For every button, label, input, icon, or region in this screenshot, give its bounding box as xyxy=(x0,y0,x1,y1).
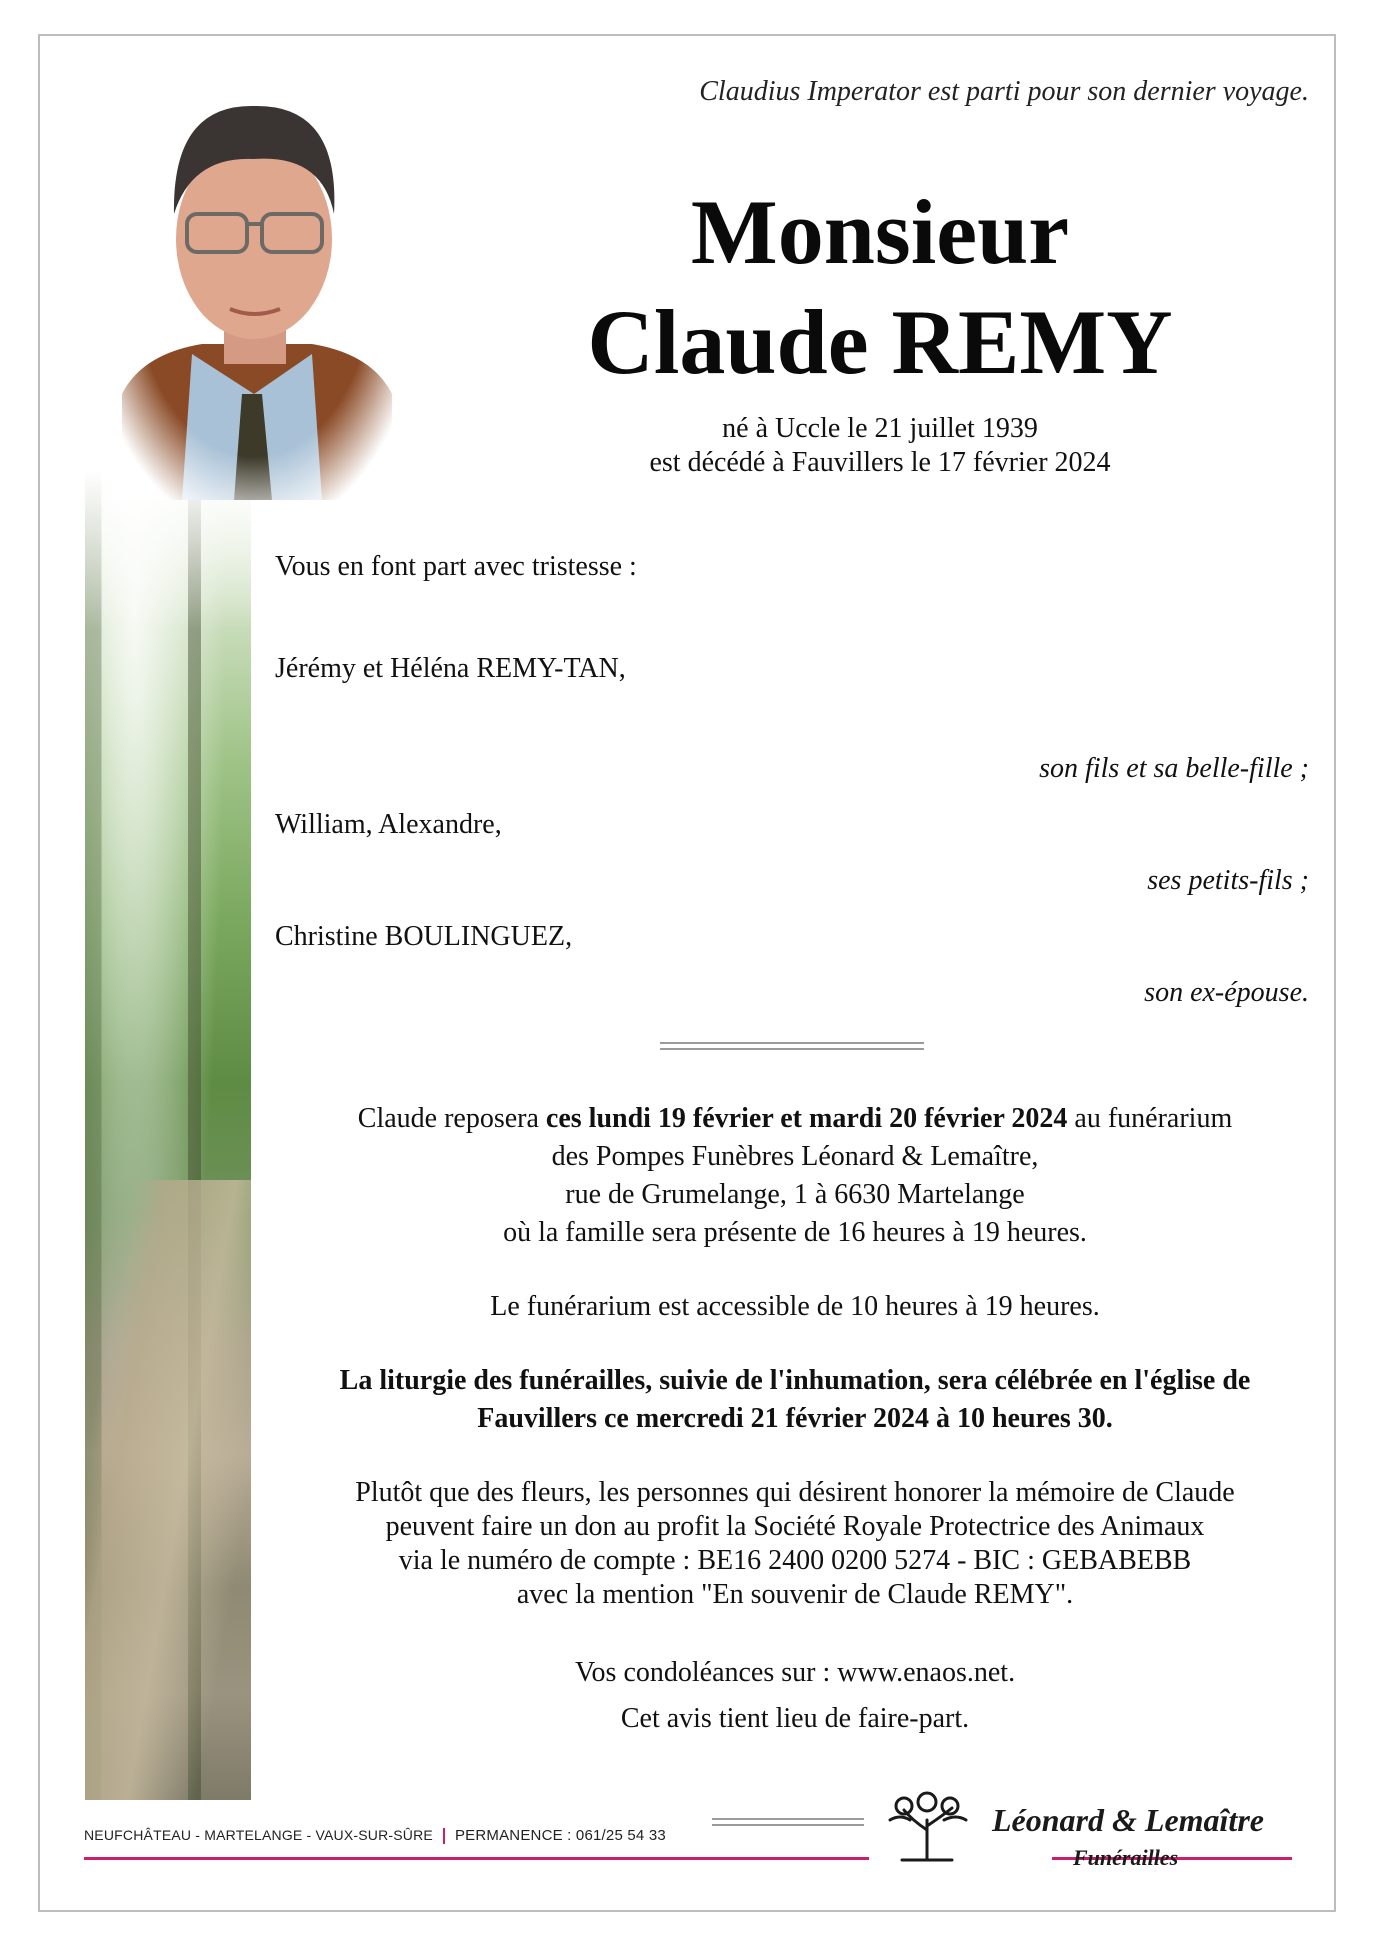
visitation-dates: ces lundi 19 février et mardi 20 février 2024 xyxy=(545,1103,1068,1134)
footer-contact xyxy=(84,1827,666,1844)
family-names: William, Alexandre, xyxy=(275,809,502,840)
death-line: est décédé à Fauvillers le 17 février 2024 xyxy=(649,447,1111,478)
footer-divider xyxy=(712,1818,864,1826)
epigraph: Claudius Imperator est parti pour son dernier voyage. xyxy=(699,76,1309,107)
footer-locations: NEUFCHÂTEAU - MARTELANGE - VAUX-SUR-SÛRE xyxy=(84,1827,433,1843)
path-illustration xyxy=(85,1180,251,1800)
brand-name: Léonard & Lemaître xyxy=(992,1802,1264,1838)
family-relation: son ex-épouse. xyxy=(1144,977,1309,1008)
forest-path-image xyxy=(85,470,251,1800)
intro-line: Vous en font part avec tristesse : xyxy=(275,551,637,582)
donation-line: avec la mention "En souvenir de Claude REMY". xyxy=(516,1579,1074,1610)
visitation-prefix: Claude reposera xyxy=(357,1103,546,1134)
liturgy-line: Fauvillers ce mercredi 21 février 2024 à 10 heures 30. xyxy=(477,1403,1113,1434)
visitation-line: où la famille sera présente de 16 heures à 19 heures. xyxy=(503,1217,1087,1248)
title-name: Claude REMY xyxy=(587,291,1173,393)
access-line: Le funérarium est accessible de 10 heures à 19 heures. xyxy=(490,1291,1100,1322)
donation-line: peuvent faire un don au profit la Société Royale Protectrice des Animaux xyxy=(385,1511,1205,1542)
liturgy-line: La liturgie des funérailles, suivie de l'inhumation, sera célébrée en l'église de xyxy=(339,1365,1251,1396)
section-divider xyxy=(660,1042,924,1050)
family-relation: son fils et sa belle-fille ; xyxy=(1039,753,1309,784)
family-names: Jérémy et Héléna REMY-TAN, xyxy=(275,653,626,684)
brand-subtitle: Funérailles xyxy=(1073,1845,1179,1870)
title-honorific: Monsieur xyxy=(690,181,1070,283)
portrait-photo xyxy=(112,64,396,500)
closing-line: Cet avis tient lieu de faire-part. xyxy=(620,1703,970,1734)
footer-permanence: PERMANENCE : 061/25 54 33 xyxy=(454,1827,666,1844)
donation-line: Plutôt que des fleurs, les personnes qui désirent honorer la mémoire de Claude xyxy=(355,1477,1235,1508)
family-relation: ses petits-fils ; xyxy=(1147,865,1309,896)
footer-separator xyxy=(443,1828,445,1844)
footer-accent-line xyxy=(84,1857,869,1860)
birth-line: né à Uccle le 21 juillet 1939 xyxy=(722,413,1038,444)
condolences-line: Vos condoléances sur : www.enaos.net. xyxy=(574,1657,1016,1688)
tree-icon xyxy=(882,1790,972,1862)
visitation-line: rue de Grumelange, 1 à 6630 Martelange xyxy=(565,1179,1025,1210)
visitation-suffix: au funérarium xyxy=(1067,1103,1233,1134)
family-names: Christine BOULINGUEZ, xyxy=(275,921,573,952)
visitation-line xyxy=(265,1100,1325,1138)
donation-line: via le numéro de compte : BE16 2400 0200 5274 - BIC : GEBABEBB xyxy=(398,1545,1192,1576)
visitation-line: des Pompes Funèbres Léonard & Lemaître, xyxy=(551,1141,1039,1172)
